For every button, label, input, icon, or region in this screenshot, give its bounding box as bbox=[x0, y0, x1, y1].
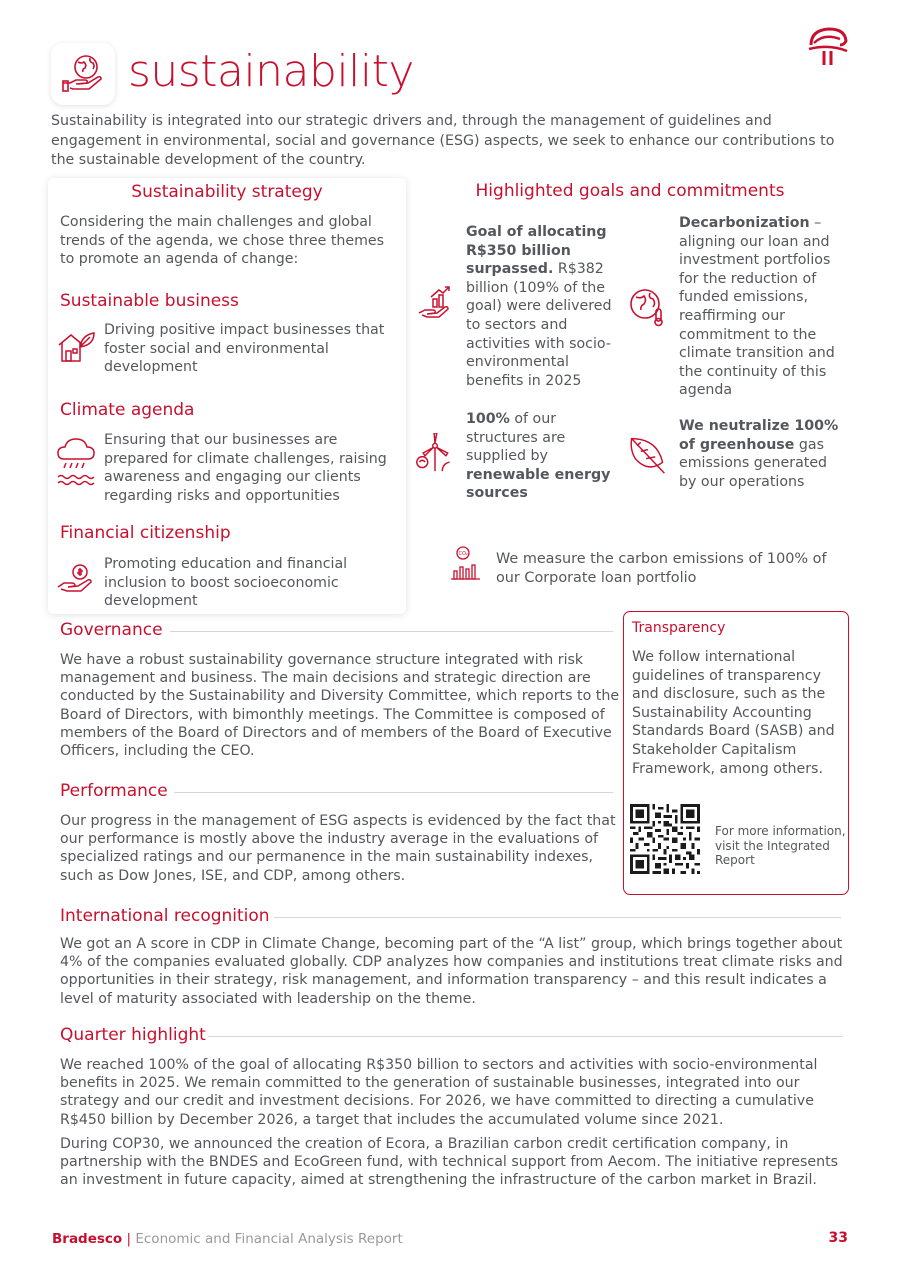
cloud-rain-icon bbox=[56, 437, 96, 489]
recognition-divider bbox=[274, 917, 841, 918]
theme-heading-sustainable-business: Sustainable business bbox=[60, 291, 239, 311]
goal-allocation-bold: Goal of allocating R$350 billion surpassed. bbox=[466, 224, 607, 278]
recognition-text: We got an A score in CDP in Climate Change, becoming part of the “A list” group, which brings together about 4% of the companies evaluated globally. CDP analyzes how companies and institutions treat climate risks and opportunities in their strategy, risk management, and information transparency – and this result indicates a level of maturity associated with leadership on the theme. bbox=[60, 936, 843, 1007]
performance-heading: Performance bbox=[60, 781, 168, 801]
quarter-paragraph-2: During COP30, we announced the creation of Ecora, a Brazilian carbon credit certification company, in partnership with the BNDES and EcoGreen fund, with technical support from Aecom. The initiative represents an investment in future capacity, aimed at strengthening the infrastructure of the carbon market in Brazil. bbox=[60, 1136, 839, 1189]
leaf-icon bbox=[628, 435, 668, 475]
quarter-heading: Quarter highlight bbox=[60, 1025, 206, 1045]
recognition-heading: International recognition bbox=[60, 906, 270, 926]
goal-decarbonization-bold: Decarbonization bbox=[679, 215, 810, 231]
theme-row bbox=[54, 321, 404, 377]
quarter-divider bbox=[208, 1036, 843, 1037]
strategy-card bbox=[48, 178, 406, 614]
globe-thermometer-icon bbox=[628, 287, 668, 327]
theme-row bbox=[54, 431, 404, 505]
goal-allocation-rest: R$382 billion (109% of the goal) were delivered to sectors and activities with socio-environmental benefits in 2025 bbox=[466, 261, 612, 389]
goal-renewable-bold-1: 100% bbox=[466, 411, 510, 427]
goal-neutralize-text bbox=[679, 417, 839, 491]
strategy-intro: Considering the main challenges and global trends of the agenda, we chose three themes to promote an agenda of change: bbox=[60, 214, 385, 268]
intro-paragraph: Sustainability is integrated into our strategic drivers and, through the management of guidelines and engagement in environmental, social and governance (ESG) aspects, we seek to enhance our contributions to the sustainable development of the country. bbox=[51, 113, 835, 168]
svg-text:CO₂: CO₂ bbox=[458, 551, 468, 557]
governance-heading: Governance bbox=[60, 620, 163, 640]
bradesco-logo-icon bbox=[805, 23, 851, 69]
governance-divider bbox=[170, 631, 613, 632]
goal-neutralize-rest: gas emissions generated by our operations bbox=[679, 436, 828, 490]
theme-heading-climate-agenda: Climate agenda bbox=[60, 400, 195, 420]
goal-renewable-text bbox=[466, 410, 616, 503]
transparency-title: Transparency bbox=[632, 620, 726, 636]
performance-divider bbox=[174, 792, 613, 793]
goal-renewable-mid: of our structures are supplied by bbox=[466, 411, 566, 465]
house-leaf-icon bbox=[56, 329, 96, 365]
goal-decarbonization-text bbox=[679, 214, 839, 400]
theme-row bbox=[54, 555, 404, 611]
goal-renewable-bold-2: renewable energy sources bbox=[466, 466, 611, 502]
theme-text: Promoting education and financial inclusion to boost socioeconomic development bbox=[104, 556, 348, 610]
wind-turbine-icon bbox=[415, 433, 455, 473]
globe-hand-icon bbox=[60, 53, 106, 95]
theme-heading-financial-citizenship: Financial citizenship bbox=[60, 523, 231, 543]
goal-neutralize-bold: We neutralize 100% of greenhouse bbox=[679, 418, 839, 453]
integrated-report-link[interactable]: For more information, visit the Integrated Report bbox=[715, 824, 846, 867]
goal-decarbonization-rest: – aligning our loan and investment portfolios for the reduction of funded emissions, reaffirming our commitment to the climate transition and the continuity of this agenda bbox=[679, 215, 835, 399]
qr-code-icon[interactable] bbox=[630, 804, 700, 874]
page-number: 33 bbox=[828, 1230, 848, 1246]
goal-carbon-measure-text: We measure the carbon emissions of 100% of our Corporate loan portfolio bbox=[496, 551, 827, 586]
transparency-box bbox=[623, 611, 849, 895]
goal-allocation-text bbox=[466, 223, 616, 390]
footer-brand: Bradesco bbox=[52, 1231, 123, 1247]
hand-coin-icon bbox=[56, 563, 96, 597]
transparency-text: We follow international guidelines of transparency and disclosure, such as the Sustainability Accounting Standards Board (SASB) and Stakeholder Capitalism Framework, among others. bbox=[632, 649, 835, 777]
theme-text: Driving positive impact businesses that foster social and environmental development bbox=[104, 322, 385, 376]
footer bbox=[52, 1231, 403, 1247]
footer-separator: | bbox=[126, 1231, 132, 1247]
growth-hand-icon bbox=[415, 285, 455, 325]
goals-title: Highlighted goals and commitments bbox=[475, 181, 785, 201]
quarter-paragraph-1: We reached 100% of the goal of allocating R$350 billion to sectors and activities with socio-environmental benefits in 2025. We remain committed to the generation of sustainable businesses, integrated into our strategy and our credit and investment decisions. For 2026, we have committed to directing a cumulative R$450 billion by December 2026, a target that includes the accumulated volume since 2021. bbox=[60, 1057, 818, 1128]
governance-text: We have a robust sustainability governance structure integrated with risk management and business. The main decisions and strategic direction are conducted by the Sustainability and Diversity Committee, which reports to the Board of Directors, with bimonthly meetings. The Committee is composed of members of the Board of Directors and of members of the Board of Executive Officers, including the CEO. bbox=[60, 652, 620, 760]
sustainability-icon-tile bbox=[51, 43, 115, 105]
strategy-title: Sustainability strategy bbox=[131, 182, 323, 202]
theme-text: Ensuring that our businesses are prepared for climate challenges, raising awareness and engaging our clients regarding risks and opportunities bbox=[104, 432, 387, 504]
co2-chart-icon bbox=[450, 545, 484, 581]
footer-report-name: Economic and Financial Analysis Report bbox=[131, 1231, 403, 1247]
performance-text: Our progress in the management of ESG aspects is evidenced by the fact that our performance is mostly above the industry average in the evaluations of specialized ratings and our permanence in the main sustainability indexes, such as Dow Jones, ISE, and CDP, among others. bbox=[60, 813, 616, 884]
page-title: sustainability bbox=[128, 46, 414, 97]
